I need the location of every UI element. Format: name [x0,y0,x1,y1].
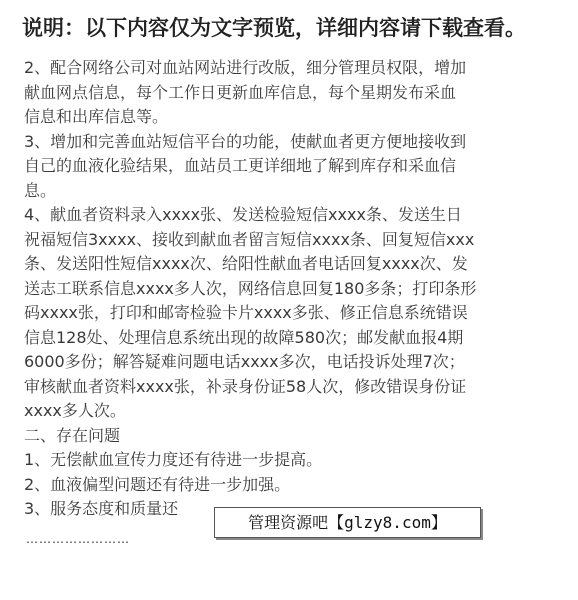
text-line: 3、增加和完善血站短信平台的功能，使献血者更方便地接收到 [24,131,467,151]
truncation-ellipsis: …………………… [26,532,130,546]
text-line: xxxx多人次。 [24,401,126,420]
text-line: 6000多份；解答疑难问题电话xxxx多次，电话投诉处理7次； [24,352,465,371]
document-body [24,56,556,522]
text-line: 信息128处、处理信息系统出现的故障580次；邮发献血报4期 [24,327,464,347]
text-line: 3、服务态度和质量还 [24,499,179,518]
section-heading: 二、存在问题 [24,425,121,445]
preview-notice: 说明：以下内容仅为文字预览，详细内容请下载查看。 [22,16,526,40]
text-line: 审核献血者资料xxxx张，补录身份证58人次，修改错误身份证 [24,376,467,396]
text-line: 2、血液偏型问题还有待进一步加强。 [24,474,291,494]
text-line: 息。 [24,180,57,200]
text-line: 信息和出库信息等。 [24,107,169,126]
text-line: 献血网点信息，每个工作日更新血库信息，每个星期发布采血 [24,82,457,102]
text-line: 送志工联系信息xxxx多人次，网络信息回复180多条；打印条形 [24,278,477,298]
text-line: 2、配合网络公司对血站网站进行改版，细分管理员权限，增加 [24,58,467,77]
text-line: 祝福短信3xxxx、接收到献血者留言短信xxxx条、回复短信xxx [24,229,475,249]
text-line: 4、献血者资料录入xxxx张、发送检验短信xxxx条、发送生日 [24,205,462,224]
text-line: 条、发送阳性短信xxxx次、给阳性献血者电话回复xxxx次、发 [24,254,468,273]
text-line: 自己的血液化验结果，血站员工更详细地了解到库存和采血信 [24,156,457,175]
watermark-badge: 管理资源吧【glzy8.com】 [214,507,481,538]
text-line: 码xxxx张，打印和邮寄检验卡片xxxx多张、修正信息系统错误 [24,303,468,322]
text-line: 1、无偿献血宣传力度还有待进一步提高。 [24,450,323,469]
